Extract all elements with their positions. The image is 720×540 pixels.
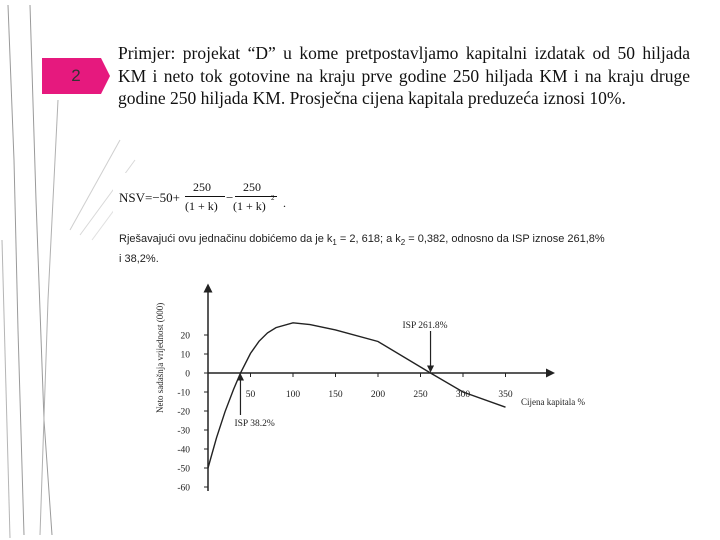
y-tick-label: -20 bbox=[177, 407, 190, 418]
y-tick-label: -50 bbox=[177, 464, 190, 475]
equation-num2: 250 bbox=[243, 180, 261, 194]
equation-figure bbox=[113, 173, 616, 516]
equation-exp2: 2 bbox=[271, 194, 275, 202]
x-tick-label: 150 bbox=[328, 390, 343, 400]
k2-subscript: 2 bbox=[400, 238, 406, 248]
equation-den1: (1 + k) bbox=[185, 199, 218, 213]
equation-num1: 250 bbox=[193, 180, 211, 194]
equation-trail: . bbox=[283, 196, 286, 210]
x-tick-label: 50 bbox=[245, 390, 256, 400]
slide-number: 2 bbox=[71, 66, 81, 85]
annotation-isp-261: ISP 261.8% bbox=[402, 321, 448, 331]
y-axis-label: Neto sadašnja vrijednost (000) bbox=[155, 302, 165, 413]
x-tick-label: 200 bbox=[370, 390, 386, 400]
text-post: = 0,382, odnosno da ISP iznose 261,8% i 38,2%. bbox=[119, 233, 605, 266]
equation-den2: (1 + k) bbox=[233, 199, 266, 213]
npv-chart bbox=[113, 173, 616, 516]
x-tick-label: 250 bbox=[413, 390, 428, 400]
y-tick-label: -10 bbox=[177, 388, 190, 399]
y-tick-label: -30 bbox=[177, 426, 190, 437]
y-tick-label: -60 bbox=[177, 483, 190, 494]
x-axis-label: Cijena kapitala % bbox=[521, 397, 585, 407]
x-tick-label: 300 bbox=[455, 390, 471, 400]
x-tick-label: 350 bbox=[498, 390, 513, 400]
y-tick-label: 20 bbox=[180, 331, 190, 342]
k1-subscript: 1 bbox=[332, 238, 337, 248]
y-tick-label: 0 bbox=[185, 369, 190, 380]
equation-minus: − bbox=[226, 190, 234, 205]
y-tick-label: -40 bbox=[177, 445, 190, 456]
slide-body-text: Primjer: projekat “D” u kome pretpostavljamo kapitalni izdatak od 50 hiljada KM i neto tok gotovine na kraju prve godine 250 hiljada KM i na kraju druge godine 250 hiljada KM. Prosječna cijena kapitala preduzeća iznosi 10%. bbox=[118, 43, 690, 108]
x-tick-label: 100 bbox=[285, 390, 301, 400]
annotation-isp-38: ISP 38.2% bbox=[234, 419, 275, 429]
text-pre: Rješavajući ovu jednačinu dobićemo da je k bbox=[119, 233, 333, 245]
text-mid: = 2, 618; a k bbox=[336, 233, 401, 245]
y-tick-label: 10 bbox=[180, 350, 190, 361]
equation-lhs: NSV=−50+ bbox=[119, 190, 181, 205]
